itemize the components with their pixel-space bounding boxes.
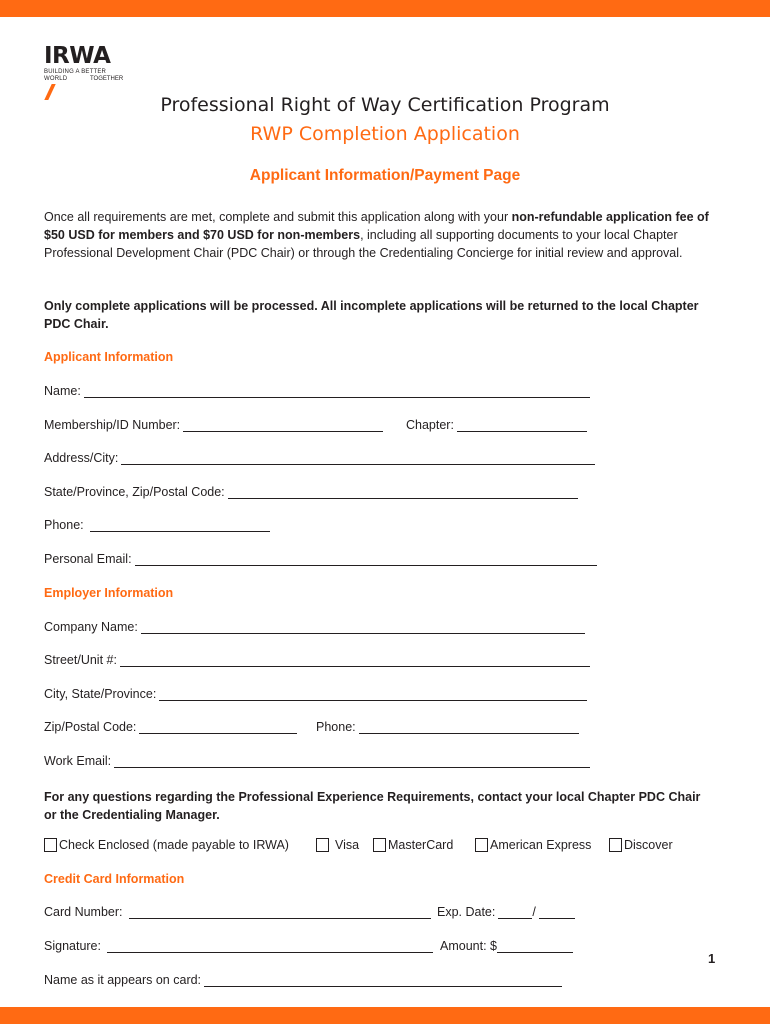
logo-wordmark: IRWA (44, 43, 111, 69)
visa-label: Visa (335, 838, 360, 852)
membership-input-line[interactable] (183, 419, 383, 432)
visa-option[interactable] (316, 838, 359, 852)
chapter-input-line[interactable] (457, 419, 587, 432)
questions-note: For any questions regarding the Professional Experience Requirements, contact your local Chapter PDC Chair or the Credentialing Manager. (44, 790, 701, 822)
amex-option[interactable] (475, 838, 591, 852)
name-input-line[interactable] (84, 385, 590, 398)
mastercard-option[interactable] (373, 838, 453, 852)
mastercard-label: MasterCard (388, 838, 454, 852)
zip-field[interactable] (44, 720, 297, 734)
city-field[interactable] (44, 687, 587, 701)
state-zip-field[interactable] (44, 485, 578, 499)
name-field[interactable] (44, 384, 590, 398)
page-title: Applicant Information/Payment Page (249, 167, 521, 184)
check-enclosed-option[interactable] (44, 838, 289, 852)
signature-field[interactable] (44, 939, 433, 953)
signature-label: Signature: (44, 939, 101, 953)
phone-label: Phone: (44, 518, 84, 532)
program-title: Professional Right of Way Certification Program (160, 94, 610, 116)
zip-input-line[interactable] (139, 721, 297, 734)
personal-email-field[interactable] (44, 552, 597, 566)
employer-heading: Employer Information (44, 586, 174, 600)
exp-month-input-line[interactable] (498, 906, 532, 919)
membership-label: Membership/ID Number: (44, 418, 181, 432)
visa-checkbox[interactable] (316, 838, 329, 852)
intro-text-2: , including all supporting documents to your local Chapter Professional Development Chair (PDC Chair) or through the Credentialing Concierge for initial review and approval. (44, 228, 683, 260)
company-input-line[interactable] (141, 621, 585, 634)
employer-phone-label: Phone: (316, 720, 356, 734)
intro-fee-text: non-refundable application fee of $50 USD for members and $70 USD for non-members (44, 210, 709, 242)
exp-date-field[interactable] (437, 905, 575, 919)
address-label: Address/City: (44, 451, 119, 465)
application-title: RWP Completion Application (250, 123, 520, 145)
page-number: 1 (708, 951, 716, 966)
name-on-card-field[interactable] (44, 973, 562, 987)
card-number-label: Card Number: (44, 905, 123, 919)
work-email-input-line[interactable] (114, 755, 590, 768)
amount-label: Amount: $ (440, 939, 497, 953)
logo-tagline: BUILDING A BETTER WORLD (44, 69, 107, 82)
employer-phone-input-line[interactable] (359, 721, 579, 734)
company-field[interactable] (44, 620, 585, 634)
name-on-card-label: Name as it appears on card: (44, 973, 202, 987)
amount-field[interactable] (440, 939, 573, 953)
amount-input-line[interactable] (497, 940, 573, 953)
personal-email-input-line[interactable] (135, 553, 597, 566)
work-email-label: Work Email: (44, 754, 112, 768)
top-accent-bar (0, 0, 770, 17)
discover-label: Discover (624, 838, 673, 852)
zip-label: Zip/Postal Code: (44, 720, 137, 734)
credit-card-heading: Credit Card Information (44, 872, 185, 886)
exp-date-separator: / (532, 905, 536, 919)
chapter-label: Chapter: (406, 418, 454, 432)
check-enclosed-label: Check Enclosed (made payable to IRWA) (59, 838, 289, 852)
signature-input-line[interactable] (107, 940, 433, 953)
applicant-heading: Applicant Information (44, 350, 174, 364)
exp-year-input-line[interactable] (539, 906, 575, 919)
personal-email-label: Personal Email: (44, 552, 132, 566)
discover-option[interactable] (609, 838, 673, 852)
logo-tagline-2: TOGETHER (90, 76, 124, 82)
company-label: Company Name: (44, 620, 138, 634)
mastercard-checkbox[interactable] (373, 838, 386, 852)
city-input-line[interactable] (159, 688, 587, 701)
state-zip-label: State/Province, Zip/Postal Code: (44, 485, 225, 499)
employer-phone-field[interactable] (316, 720, 579, 734)
card-number-field[interactable] (44, 905, 431, 919)
address-field[interactable] (44, 451, 595, 465)
discover-checkbox[interactable] (609, 838, 622, 852)
name-label: Name: (44, 384, 81, 398)
chapter-field[interactable] (406, 418, 587, 432)
membership-field[interactable] (44, 418, 383, 432)
street-label: Street/Unit #: (44, 653, 117, 667)
intro-paragraph (44, 208, 714, 262)
state-zip-input-line[interactable] (228, 486, 578, 499)
irwa-logo (44, 44, 134, 100)
city-label: City, State/Province: (44, 687, 157, 701)
check-enclosed-checkbox[interactable] (44, 838, 57, 852)
address-input-line[interactable] (121, 452, 595, 465)
phone-input-line[interactable] (90, 519, 270, 532)
bottom-accent-bar (0, 1007, 770, 1024)
name-on-card-input-line[interactable] (204, 974, 562, 987)
amex-checkbox[interactable] (475, 838, 488, 852)
amex-label: American Express (490, 838, 592, 852)
street-input-line[interactable] (120, 654, 590, 667)
work-email-field[interactable] (44, 754, 590, 768)
card-number-input-line[interactable] (129, 906, 431, 919)
intro-text-1: Once all requirements are met, complete and submit this application along with your (44, 210, 512, 224)
phone-field[interactable] (44, 518, 270, 532)
street-field[interactable] (44, 653, 590, 667)
complete-notice: Only complete applications will be processed. All incomplete applications will be returned to the local Chapter PDC Chair. (44, 299, 699, 331)
exp-date-label: Exp. Date: (437, 905, 496, 919)
